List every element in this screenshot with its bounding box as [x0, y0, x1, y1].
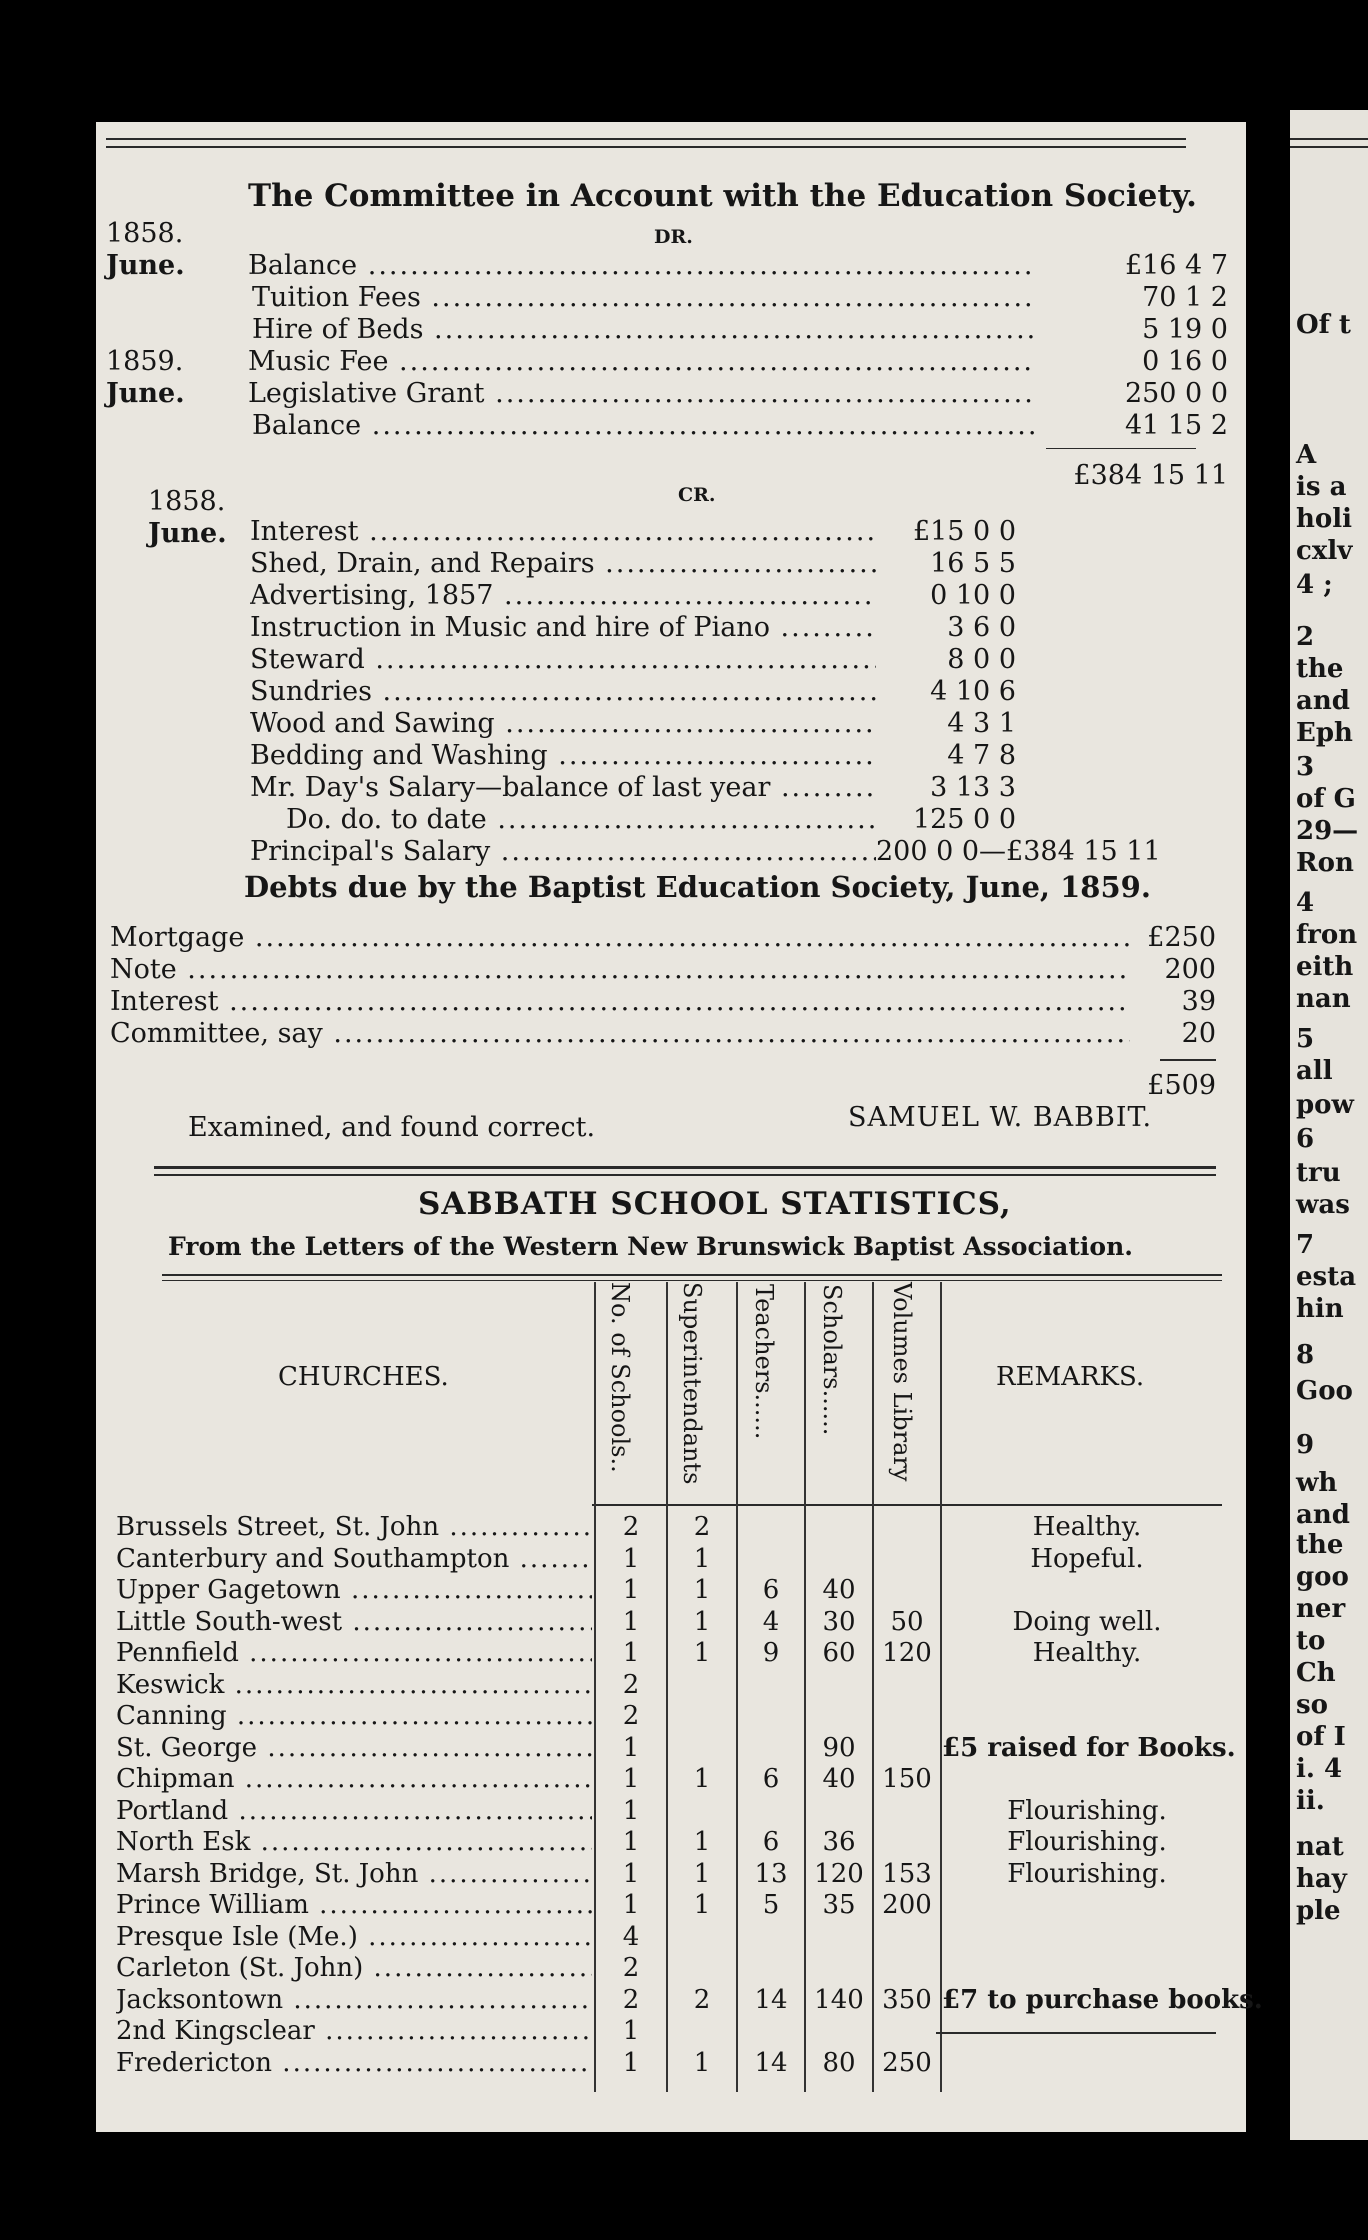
cell-scholars: 60 — [822, 1638, 856, 1668]
cr-amount: 200 0 0—£384 15 11 — [876, 836, 1161, 867]
facing-page-text: hin — [1296, 1294, 1344, 1324]
cell-schools: 2 — [622, 1701, 640, 1731]
dr-date: June. — [106, 250, 185, 281]
facing-page-text: ii. — [1296, 1786, 1325, 1816]
cell-scholars: 40 — [822, 1764, 856, 1794]
cell-scholars: 90 — [822, 1732, 856, 1763]
facing-page-text: holi — [1296, 504, 1352, 534]
cell-scholars: 140 — [814, 1984, 864, 2015]
cr-amount: 4 3 1 — [947, 708, 1016, 739]
col-header-schools: No. of Schools.. — [606, 1282, 634, 1473]
cell-remarks: Doing well. — [1012, 1606, 1162, 1637]
facing-page-text: esta — [1296, 1262, 1357, 1292]
cell-teachers: 6 — [762, 1575, 780, 1605]
cr-amount: 8 0 0 — [947, 644, 1016, 675]
facing-page-text: Ch — [1296, 1658, 1336, 1688]
cell-volumes: 350 — [882, 1984, 932, 2015]
dr-date: 1858. — [106, 218, 184, 249]
col-header-superintendants: Superintendants — [678, 1282, 706, 1485]
table-row — [96, 1796, 1246, 1827]
dr-amount: 0 16 0 — [1142, 346, 1228, 377]
cell-schools: 1 — [622, 1575, 640, 1605]
church-name: Carleton (St. John) ..... — [116, 1953, 592, 1983]
mid-double-rule — [154, 1166, 1216, 1169]
cell-schools: 2 — [622, 1669, 640, 1700]
debt-amount: £250 — [1147, 922, 1216, 953]
cell-remarks: Healthy. — [1032, 1512, 1142, 1542]
facing-page-text: 5 — [1296, 1024, 1315, 1054]
cr-item: Instruction in Music and hire of Piano ..... — [250, 612, 876, 643]
table-top-rule-2 — [162, 1280, 1222, 1281]
facing-page-text: of G — [1296, 784, 1356, 814]
dr-item: Legislative Grant ..... — [248, 378, 1036, 409]
cell-supt: 2 — [693, 1984, 711, 2015]
church-name: Jacksontown ..... — [116, 1985, 592, 2015]
table-row — [96, 1638, 1246, 1669]
facing-page-text: 9 — [1296, 1430, 1315, 1460]
dr-item: Tuition Fees ..... — [252, 282, 1036, 313]
top-double-rule-2 — [106, 146, 1186, 148]
church-name: Canterbury and Southampton ..... — [116, 1544, 592, 1574]
cell-supt: 1 — [693, 1543, 711, 1574]
facing-page-text: i. 4 — [1296, 1754, 1343, 1784]
table-row — [96, 1827, 1246, 1858]
header-bottom-rule — [592, 1504, 1222, 1506]
cell-schools: 1 — [622, 1543, 640, 1574]
stats-title: SABBATH SCHOOL STATISTICS, — [418, 1186, 1012, 1222]
cr-amount: 4 7 8 — [947, 740, 1016, 771]
church-name: Little South-west ..... — [116, 1607, 592, 1637]
cr-date-year: 1858. — [148, 486, 226, 517]
cr-item: Steward ..... — [250, 644, 876, 675]
cell-volumes: 250 — [882, 2047, 932, 2078]
examined-note: Examined, and found correct. — [188, 1112, 596, 1143]
cell-teachers: 9 — [762, 1638, 780, 1668]
cell-schools: 1 — [622, 2047, 640, 2078]
facing-page-text: and — [1296, 1500, 1350, 1530]
signature: SAMUEL W. BABBIT. — [848, 1102, 1153, 1133]
stats-subtitle: From the Letters of the Western New Brunswick Baptist Association. — [168, 1232, 1133, 1261]
church-name: Canning ..... — [116, 1701, 592, 1731]
table-row — [96, 1607, 1246, 1638]
facing-page-text: ner — [1296, 1594, 1346, 1624]
cell-scholars: 40 — [822, 1575, 856, 1605]
facing-page-text: so — [1296, 1690, 1328, 1720]
facing-page-text: fron — [1296, 920, 1358, 950]
church-name: North Esk ..... — [116, 1827, 592, 1857]
church-name: Upper Gagetown ..... — [116, 1575, 592, 1605]
table-row — [96, 1544, 1246, 1575]
cell-schools: 1 — [622, 1606, 640, 1637]
cr-amount: 16 5 5 — [930, 548, 1016, 579]
dr-amount: 250 0 0 — [1124, 378, 1228, 409]
facing-page-text: goo — [1296, 1562, 1349, 1592]
facing-page-text: all — [1296, 1056, 1333, 1086]
facing-page-text: nat — [1296, 1832, 1344, 1862]
facing-page-text: hay — [1296, 1864, 1347, 1894]
ledger-page — [96, 122, 1263, 2132]
debt-amount: 20 — [1181, 1018, 1216, 1049]
cr-item: Mr. Day's Salary—balance of last year ..... — [250, 772, 876, 803]
cr-item: Sundries ..... — [250, 676, 876, 707]
dr-item: Balance ..... — [248, 250, 1036, 281]
cr-item: Do. do. to date ..... — [286, 804, 876, 835]
cr-item: Shed, Drain, and Repairs ..... — [250, 548, 876, 579]
dr-date: 1859. — [106, 346, 184, 377]
facing-page-text: 4 ; — [1296, 570, 1333, 600]
table-row — [96, 1764, 1246, 1795]
debt-amount: 39 — [1181, 986, 1216, 1017]
facing-page-text: Goo — [1296, 1376, 1353, 1406]
cr-amount: 3 6 0 — [947, 612, 1016, 643]
facing-top-rule — [1290, 138, 1368, 140]
dr-total-rule — [1046, 448, 1196, 449]
facing-top-rule-2 — [1290, 146, 1368, 148]
debt-item: Note ..... — [110, 954, 1130, 985]
cell-remarks: Healthy. — [1032, 1638, 1142, 1668]
facing-page-text: pow — [1296, 1090, 1354, 1120]
church-name: Brussels Street, St. John ..... — [116, 1512, 592, 1542]
dr-amount: £16 4 7 — [1124, 250, 1228, 281]
cell-schools: 1 — [622, 2016, 640, 2046]
cell-teachers: 6 — [762, 1827, 780, 1857]
account-title: The Committee in Account with the Education Society. — [248, 178, 1197, 214]
cell-schools: 1 — [622, 1827, 640, 1857]
cell-schools: 2 — [622, 1512, 640, 1542]
cell-volumes: 150 — [882, 1764, 932, 1794]
cr-item: Bedding and Washing ..... — [250, 740, 876, 771]
cell-schools: 1 — [622, 1858, 640, 1889]
church-name: Fredericton ..... — [116, 2048, 592, 2078]
cell-teachers: 14 — [754, 2047, 788, 2078]
church-name: Portland ..... — [116, 1796, 592, 1826]
debt-item: Interest ..... — [110, 986, 1130, 1017]
church-name: Prince William ..... — [116, 1890, 592, 1920]
col-header-scholars: Scholars...... — [818, 1284, 846, 1436]
cell-teachers: 4 — [762, 1606, 780, 1637]
table-row — [96, 1890, 1246, 1921]
cr-date-month: June. — [148, 518, 227, 549]
top-double-rule — [106, 138, 1186, 140]
col-header-remarks: REMARKS. — [996, 1362, 1145, 1392]
facing-page-text: 6 — [1296, 1124, 1315, 1154]
facing-page-text: the — [1296, 654, 1344, 684]
cell-schools: 1 — [622, 1638, 640, 1668]
cr-item: Interest ..... — [250, 516, 876, 547]
dr-item: Balance ..... — [252, 410, 1036, 441]
facing-page-text: 3 — [1296, 752, 1315, 782]
facing-page-text: tru — [1296, 1158, 1341, 1188]
dr-total: £384 15 11 — [1073, 460, 1228, 491]
facing-page-text: nan — [1296, 984, 1351, 1014]
cell-schools: 1 — [622, 1795, 640, 1826]
debts-total-rule — [1160, 1059, 1216, 1061]
cell-supt: 1 — [693, 1858, 711, 1889]
church-name: Presque Isle (Me.) ..... — [116, 1922, 592, 1952]
cr-item: Principal's Salary ..... — [250, 836, 876, 867]
cr-amount: 125 0 0 — [912, 804, 1016, 835]
facing-page-text: the — [1296, 1530, 1344, 1560]
col-header-churches: CHURCHES. — [278, 1362, 449, 1392]
cell-teachers: 5 — [762, 1890, 780, 1920]
facing-page-text: was — [1296, 1190, 1350, 1220]
cell-schools: 1 — [622, 1890, 640, 1920]
table-row — [96, 1575, 1246, 1606]
cell-supt: 1 — [693, 1827, 711, 1857]
facing-page-text: and — [1296, 686, 1350, 716]
facing-page-text: ple — [1296, 1896, 1341, 1926]
dr-amount: 70 1 2 — [1142, 282, 1228, 313]
cell-supt: 2 — [693, 1512, 711, 1542]
church-name: St. George ..... — [116, 1733, 592, 1763]
cr-amount: 3 13 3 — [930, 772, 1016, 803]
cell-schools: 2 — [622, 1953, 640, 1983]
facing-page-fragment — [1290, 110, 1368, 2140]
facing-page-text: 7 — [1296, 1230, 1315, 1260]
facing-page-text: wh — [1296, 1468, 1338, 1498]
dr-amount: 5 19 0 — [1142, 314, 1228, 345]
cr-item: Advertising, 1857 ..... — [250, 580, 876, 611]
table-row — [96, 1701, 1246, 1732]
cell-remarks: Hopeful. — [1030, 1543, 1144, 1574]
church-name: Marsh Bridge, St. John ..... — [116, 1859, 592, 1889]
cell-schools: 2 — [622, 1984, 640, 2015]
cell-teachers: 14 — [754, 1984, 788, 2015]
facing-page-text: 4 — [1296, 888, 1315, 918]
facing-page-text: of I — [1296, 1722, 1346, 1752]
debts-total: £509 — [1147, 1070, 1216, 1101]
cell-schools: 4 — [622, 1921, 640, 1952]
cell-scholars: 36 — [822, 1827, 856, 1857]
cell-scholars: 30 — [822, 1606, 856, 1637]
cr-amount: 0 10 0 — [930, 580, 1016, 611]
facing-page-text: to — [1296, 1626, 1326, 1656]
cell-volumes: 120 — [882, 1638, 932, 1668]
cell-scholars: 35 — [822, 1890, 856, 1920]
cell-remarks: £5 raised for Books. — [942, 1732, 1236, 1763]
facing-page-text: is a — [1296, 472, 1347, 502]
cr-label: CR. — [678, 484, 716, 506]
cell-supt: 1 — [693, 2047, 711, 2078]
table-row — [96, 1984, 1263, 2016]
dr-label: DR. — [654, 226, 693, 248]
cell-remarks: Flourishing. — [1007, 1795, 1167, 1826]
table-row — [96, 2048, 1246, 2079]
facing-page-text: Ron — [1296, 848, 1354, 878]
cr-item: Wood and Sawing ..... — [250, 708, 876, 739]
facing-page-text: A — [1296, 440, 1317, 470]
cell-teachers: 6 — [762, 1764, 780, 1794]
table-row — [96, 1859, 1246, 1890]
cell-supt: 1 — [693, 1575, 711, 1605]
cell-scholars: 80 — [822, 2047, 856, 2078]
church-name: Chipman ..... — [116, 1764, 592, 1794]
facing-page-text: cxlv — [1296, 536, 1353, 566]
church-name: 2nd Kingsclear ..... — [116, 2016, 592, 2046]
debts-title: Debts due by the Baptist Education Society, June, 1859. — [244, 870, 1151, 904]
facing-page-text: Eph — [1296, 718, 1353, 748]
cell-teachers: 13 — [754, 1858, 788, 1889]
table-bottom-rule — [936, 2032, 1216, 2034]
debt-amount: 200 — [1164, 954, 1216, 985]
cell-supt: 1 — [693, 1890, 711, 1920]
dr-amount: 41 15 2 — [1124, 410, 1228, 441]
col-header-teachers: Teachers...... — [750, 1284, 778, 1440]
cell-scholars: 120 — [814, 1858, 864, 1889]
debt-item: Mortgage ..... — [110, 922, 1130, 953]
facing-page-text: 2 — [1296, 622, 1315, 652]
cell-supt: 1 — [693, 1606, 711, 1637]
facing-page-text: 8 — [1296, 1340, 1315, 1370]
church-name: Keswick ..... — [116, 1670, 592, 1700]
cell-volumes: 153 — [882, 1858, 932, 1889]
cr-amount: 4 10 6 — [930, 676, 1016, 707]
cell-supt: 1 — [693, 1764, 711, 1794]
table-row — [96, 1670, 1246, 1701]
table-top-rule — [162, 1274, 1222, 1276]
dr-item: Hire of Beds ..... — [252, 314, 1036, 345]
col-header-volumes: Volumes Library — [888, 1282, 916, 1482]
table-row — [96, 1733, 1246, 1764]
cell-schools: 1 — [622, 1732, 640, 1763]
table-row — [96, 1953, 1246, 1984]
mid-double-rule-2 — [154, 1174, 1216, 1176]
cell-remarks: Flourishing. — [1007, 1858, 1167, 1889]
table-row — [96, 1922, 1246, 1953]
facing-page-text: 29— — [1296, 816, 1359, 846]
church-name: Pennfield ..... — [116, 1638, 592, 1668]
cell-volumes: 50 — [890, 1606, 924, 1637]
table-row — [96, 1512, 1246, 1543]
debt-item: Committee, say ..... — [110, 1018, 1130, 1049]
facing-page-text: eith — [1296, 952, 1354, 982]
dr-item: Music Fee ..... — [248, 346, 1036, 377]
cr-amount: £15 0 0 — [912, 516, 1016, 547]
dr-date: June. — [106, 378, 185, 409]
cell-volumes: 200 — [882, 1890, 932, 1920]
cell-remarks: Flourishing. — [1007, 1827, 1167, 1857]
cell-schools: 1 — [622, 1764, 640, 1794]
cell-supt: 1 — [693, 1638, 711, 1668]
facing-page-text: Of t — [1296, 310, 1351, 340]
cell-remarks: £7 to purchase books. — [942, 1984, 1263, 2015]
